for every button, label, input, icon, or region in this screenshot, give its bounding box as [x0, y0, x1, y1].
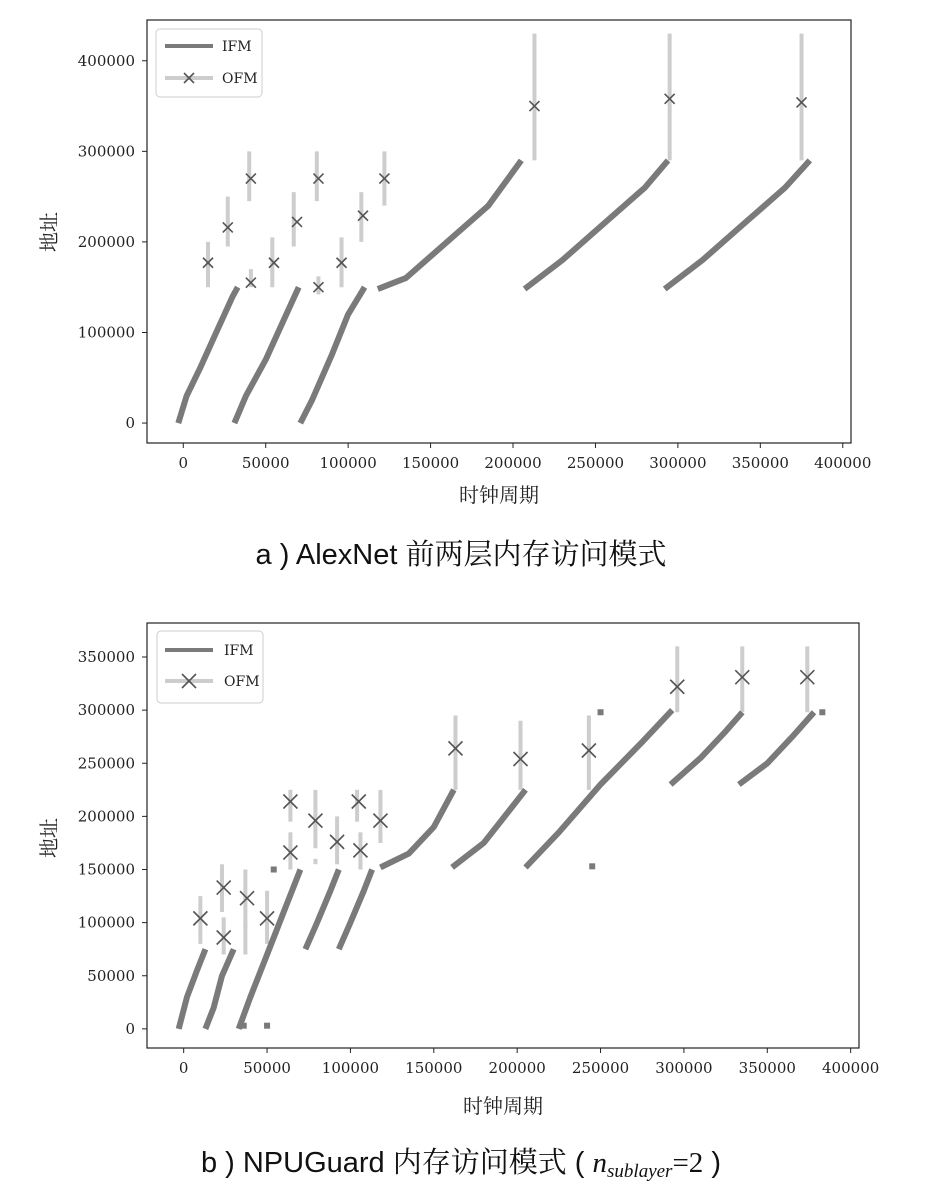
y-tick-label: 50000 — [87, 966, 135, 985]
ifm-trace — [300, 287, 364, 423]
chart-b-plot-area — [179, 646, 826, 1029]
y-tick-label: 100000 — [77, 323, 135, 342]
y-tick-label: 0 — [125, 414, 135, 433]
ifm-trace — [526, 710, 673, 867]
chart-b-y-axis-label: 地址 — [37, 818, 61, 858]
chart-a-caption: a ) AlexNet 前两层内存访问模式 — [255, 539, 667, 571]
x-tick-label: 350000 — [738, 1059, 796, 1077]
y-tick-label: 300000 — [77, 142, 135, 161]
x-tick-label: 400000 — [822, 1059, 880, 1077]
x-tick-label: 150000 — [401, 454, 460, 472]
x-tick-label: 250000 — [571, 1059, 630, 1077]
x-tick-label: 250000 — [566, 454, 625, 472]
ifm-trace — [378, 160, 522, 289]
chart-b-x-ticks — [179, 1048, 879, 1077]
ifm-blip — [241, 1023, 247, 1029]
chart-b-x-axis-label: 时钟周期 — [463, 1094, 543, 1118]
x-tick-label: 200000 — [484, 454, 542, 472]
chart-a-x-axis-label: 时钟周期 — [459, 483, 539, 507]
y-tick-label: 150000 — [77, 860, 135, 879]
ifm-trace — [234, 287, 298, 423]
ifm-trace — [665, 160, 810, 289]
x-tick-label: 100000 — [321, 1059, 380, 1077]
ifm-trace — [178, 287, 237, 423]
x-tick-label: 350000 — [731, 454, 789, 472]
ifm-trace — [339, 870, 372, 950]
ifm-trace — [525, 160, 668, 289]
y-tick-label: 0 — [125, 1019, 135, 1038]
chart-b-y-ticks — [78, 648, 147, 1038]
y-tick-label: 350000 — [77, 648, 135, 666]
ifm-trace — [671, 712, 743, 784]
chart-b-caption-subscript: sublayer — [607, 1161, 673, 1182]
x-tick-label: 400000 — [814, 454, 872, 472]
x-tick-label: 0 — [178, 454, 189, 472]
chart-b-legend-ofm-label: OFM — [224, 674, 260, 690]
chart-a-plot-area — [178, 34, 810, 424]
chart-a-y-axis-label: 地址 — [37, 212, 61, 252]
x-tick-label: 150000 — [405, 1059, 463, 1077]
chart-a-legend-ofm-label: OFM — [222, 71, 258, 87]
ifm-blip — [589, 863, 595, 869]
chart-b-legend — [157, 631, 263, 703]
ifm-blip — [819, 709, 825, 715]
chart-b-caption-suffix: ) — [703, 1147, 722, 1179]
chart-b-caption — [201, 1146, 721, 1182]
x-tick-label: 300000 — [655, 1059, 713, 1077]
chart-b — [37, 623, 879, 1182]
chart-b-caption-eq: =2 — [672, 1147, 704, 1179]
y-tick-label: 250000 — [77, 754, 135, 773]
chart-a — [37, 20, 871, 571]
ifm-trace — [205, 949, 233, 1029]
x-tick-label: 50000 — [241, 454, 290, 472]
chart-a-legend-ifm-label: IFM — [222, 39, 252, 55]
chart-b-caption-n: n — [592, 1147, 608, 1179]
y-tick-label: 400000 — [77, 51, 135, 70]
ifm-trace — [380, 790, 453, 868]
chart-b-caption-prefix: b ) NPUGuard 内存访问模式 ( — [200, 1147, 593, 1179]
y-tick-label: 200000 — [77, 232, 135, 251]
ifm-blip — [598, 709, 604, 715]
x-tick-label: 300000 — [649, 454, 707, 472]
ifm-trace — [239, 870, 301, 1029]
y-tick-label: 100000 — [77, 913, 135, 932]
ifm-blip — [264, 1023, 270, 1029]
ifm-trace — [305, 870, 338, 950]
x-tick-label: 200000 — [488, 1059, 546, 1077]
x-tick-label: 50000 — [243, 1059, 291, 1077]
ifm-trace — [179, 949, 206, 1029]
y-tick-label: 300000 — [77, 701, 135, 720]
y-tick-label: 200000 — [77, 807, 135, 826]
chart-a-legend — [156, 29, 262, 97]
ifm-blip — [271, 867, 277, 873]
chart-b-legend-box — [157, 631, 263, 703]
ifm-trace — [452, 790, 525, 868]
chart-a-y-ticks — [78, 52, 147, 432]
x-tick-label: 0 — [178, 1059, 189, 1077]
ifm-trace — [739, 712, 814, 784]
x-tick-label: 100000 — [319, 454, 377, 472]
chart-a-x-ticks — [178, 443, 871, 472]
chart-b-legend-ifm-label: IFM — [224, 643, 254, 659]
